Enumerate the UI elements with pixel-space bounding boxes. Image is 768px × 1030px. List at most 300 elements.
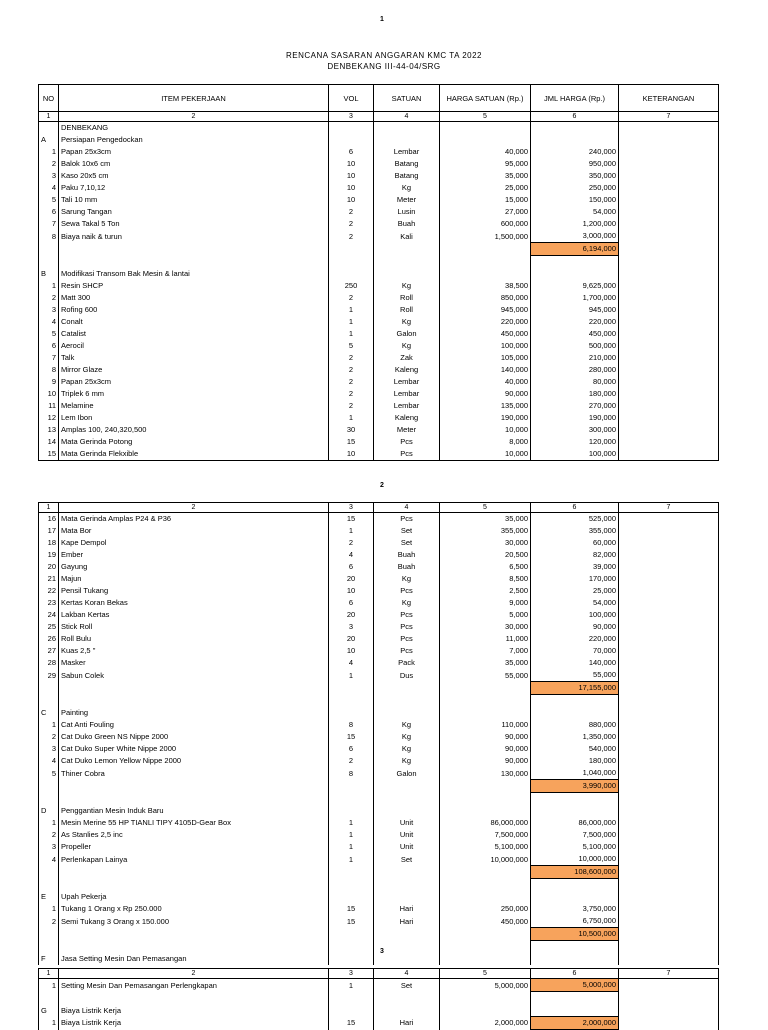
column-number: 2 — [59, 503, 329, 513]
unit — [374, 1004, 440, 1017]
item-name: Upah Pekerja — [59, 891, 329, 903]
row-number — [39, 992, 59, 1005]
column-number: 6 — [531, 112, 619, 122]
remarks — [619, 682, 719, 695]
row-number — [39, 866, 59, 879]
unit-price — [440, 1004, 531, 1017]
unit-price: 40,000 — [440, 146, 531, 158]
remarks — [619, 146, 719, 158]
item-name: Kaso 20x5 cm — [59, 170, 329, 182]
column-number: 4 — [374, 969, 440, 979]
remarks — [619, 1017, 719, 1030]
unit: Pcs — [374, 609, 440, 621]
item-name: Papan 25x3cm — [59, 146, 329, 158]
unit-price — [440, 879, 531, 892]
unit — [374, 682, 440, 695]
column-number: 5 — [440, 112, 531, 122]
remarks — [619, 364, 719, 376]
volume: 2 — [329, 755, 374, 767]
unit: Unit — [374, 841, 440, 853]
remarks — [619, 561, 719, 573]
item-name: Gayung — [59, 561, 329, 573]
unit: Buah — [374, 561, 440, 573]
row-number: 1 — [39, 903, 59, 915]
column-number: 1 — [39, 969, 59, 979]
section-row — [39, 891, 719, 903]
volume: 3 — [329, 621, 374, 633]
item-name: Resin SHCP — [59, 280, 329, 292]
volume: 2 — [329, 388, 374, 400]
unit-price: 9,000 — [440, 597, 531, 609]
unit-price: 250,000 — [440, 903, 531, 915]
item-name: Papan 25x3cm — [59, 376, 329, 388]
unit: Kg — [374, 573, 440, 585]
item-name — [59, 879, 329, 892]
total-price: 270,000 — [531, 400, 619, 412]
table-row — [39, 903, 719, 915]
row-number: 3 — [39, 841, 59, 853]
item-name — [59, 866, 329, 879]
unit-price: 90,000 — [440, 743, 531, 755]
table-row — [39, 793, 719, 806]
remarks — [619, 316, 719, 328]
remarks — [619, 609, 719, 621]
unit-price: 5,100,000 — [440, 841, 531, 853]
total-price — [531, 707, 619, 719]
row-number: 13 — [39, 424, 59, 436]
volume: 1 — [329, 669, 374, 682]
volume: 15 — [329, 903, 374, 915]
table-row — [39, 292, 719, 304]
item-name: Balok 10x6 cm — [59, 158, 329, 170]
remarks — [619, 158, 719, 170]
column-number: 2 — [59, 112, 329, 122]
item-name: Setting Mesin Dan Pemasangan Perlengkapan — [59, 979, 329, 992]
total-price: 170,000 — [531, 573, 619, 585]
volume — [329, 134, 374, 146]
unit: Pcs — [374, 621, 440, 633]
total-price: 180,000 — [531, 388, 619, 400]
volume — [329, 928, 374, 941]
unit — [374, 805, 440, 817]
row-number: 23 — [39, 597, 59, 609]
total-price — [531, 879, 619, 892]
remarks — [619, 707, 719, 719]
section-row — [39, 707, 719, 719]
unit-price: 30,000 — [440, 621, 531, 633]
item-name — [59, 928, 329, 941]
row-number: 12 — [39, 412, 59, 424]
column-number: 6 — [531, 969, 619, 979]
table-row — [39, 448, 719, 461]
remarks — [619, 719, 719, 731]
total-price: 6,750,000 — [531, 915, 619, 928]
remarks — [619, 424, 719, 436]
volume: 2 — [329, 376, 374, 388]
row-number: 21 — [39, 573, 59, 585]
volume: 15 — [329, 915, 374, 928]
unit-price — [440, 256, 531, 269]
total-price: 540,000 — [531, 743, 619, 755]
item-name: DENBEKANG — [59, 122, 329, 135]
table-row — [39, 621, 719, 633]
item-name: Biaya Listrik Kerja — [59, 1017, 329, 1030]
remarks — [619, 376, 719, 388]
volume: 15 — [329, 1017, 374, 1030]
unit-price: 15,000 — [440, 194, 531, 206]
unit: Galon — [374, 328, 440, 340]
row-number: 2 — [39, 915, 59, 928]
header-vol: VOL — [329, 85, 374, 112]
row-number: 4 — [39, 182, 59, 194]
table-row — [39, 573, 719, 585]
item-name: Melamine — [59, 400, 329, 412]
unit-price — [440, 928, 531, 941]
unit — [374, 268, 440, 280]
total-price: 9,625,000 — [531, 280, 619, 292]
unit: Buah — [374, 218, 440, 230]
unit: Lembar — [374, 400, 440, 412]
volume: 15 — [329, 513, 374, 526]
remarks — [619, 328, 719, 340]
volume — [329, 805, 374, 817]
row-number: 2 — [39, 158, 59, 170]
row-number: 1 — [39, 1017, 59, 1030]
total-price — [531, 268, 619, 280]
item-name: Jasa Setting Mesin Dan Pemasangan — [59, 953, 329, 965]
row-number: 1 — [39, 979, 59, 992]
unit-price: 10,000 — [440, 424, 531, 436]
unit: Kg — [374, 340, 440, 352]
remarks — [619, 206, 719, 218]
total-price: 140,000 — [531, 657, 619, 669]
total-price: 5,000,000 — [531, 979, 619, 992]
unit-price: 105,000 — [440, 352, 531, 364]
table-row — [39, 695, 719, 708]
table-row — [39, 352, 719, 364]
table-row — [39, 597, 719, 609]
total-price: 100,000 — [531, 609, 619, 621]
volume — [329, 122, 374, 135]
volume: 1 — [329, 853, 374, 866]
subtotal-row — [39, 682, 719, 695]
unit — [374, 928, 440, 941]
row-number: 6 — [39, 206, 59, 218]
table-row — [39, 743, 719, 755]
unit-price: 11,000 — [440, 633, 531, 645]
budget-table-page-2 — [38, 502, 719, 965]
total-price: 350,000 — [531, 170, 619, 182]
total-price: 55,000 — [531, 669, 619, 682]
table-header-row — [39, 85, 719, 112]
remarks — [619, 256, 719, 269]
volume: 8 — [329, 767, 374, 780]
unit-price: 7,000 — [440, 645, 531, 657]
unit: Unit — [374, 817, 440, 829]
volume — [329, 268, 374, 280]
unit: Pack — [374, 657, 440, 669]
unit-price: 450,000 — [440, 328, 531, 340]
unit-price: 110,000 — [440, 719, 531, 731]
column-number-row — [39, 112, 719, 122]
volume: 10 — [329, 645, 374, 657]
column-number: 3 — [329, 112, 374, 122]
unit: Pcs — [374, 585, 440, 597]
header-keterangan: KETERANGAN — [619, 85, 719, 112]
unit-price: 90,000 — [440, 731, 531, 743]
unit: Kg — [374, 719, 440, 731]
remarks — [619, 230, 719, 243]
column-number: 4 — [374, 112, 440, 122]
remarks — [619, 400, 719, 412]
row-number: A — [39, 134, 59, 146]
unit-price: 8,000 — [440, 436, 531, 448]
total-price — [531, 992, 619, 1005]
unit-price: 86,000,000 — [440, 817, 531, 829]
remarks — [619, 597, 719, 609]
row-number: 15 — [39, 448, 59, 461]
total-price: 180,000 — [531, 755, 619, 767]
table-row — [39, 170, 719, 182]
row-number: 11 — [39, 400, 59, 412]
column-number: 5 — [440, 969, 531, 979]
table-row — [39, 537, 719, 549]
total-price: 220,000 — [531, 633, 619, 645]
unit: Pcs — [374, 448, 440, 461]
unit-price — [440, 793, 531, 806]
row-number: 29 — [39, 669, 59, 682]
row-number: 3 — [39, 170, 59, 182]
unit-price: 850,000 — [440, 292, 531, 304]
remarks — [619, 829, 719, 841]
volume: 1 — [329, 817, 374, 829]
table-row — [39, 817, 719, 829]
section-row — [39, 1004, 719, 1017]
remarks — [619, 817, 719, 829]
volume: 15 — [329, 731, 374, 743]
total-price: 25,000 — [531, 585, 619, 597]
table-row — [39, 230, 719, 243]
column-number-row — [39, 503, 719, 513]
remarks — [619, 525, 719, 537]
total-price: 1,350,000 — [531, 731, 619, 743]
total-price — [531, 1004, 619, 1017]
remarks — [619, 194, 719, 206]
unit-price: 220,000 — [440, 316, 531, 328]
remarks — [619, 549, 719, 561]
unit — [374, 256, 440, 269]
row-number: 25 — [39, 621, 59, 633]
volume — [329, 243, 374, 256]
unit-price: 90,000 — [440, 755, 531, 767]
item-name: Sewa Takal 5 Ton — [59, 218, 329, 230]
total-price: 950,000 — [531, 158, 619, 170]
item-name: Mata Bor — [59, 525, 329, 537]
volume — [329, 1004, 374, 1017]
item-name — [59, 780, 329, 793]
table-row — [39, 280, 719, 292]
subtotal-amount: 108,600,000 — [531, 866, 619, 879]
table-row — [39, 915, 719, 928]
unit-price: 8,500 — [440, 573, 531, 585]
total-price: 3,000,000 — [531, 230, 619, 243]
row-number: 8 — [39, 230, 59, 243]
volume: 1 — [329, 304, 374, 316]
unit-price: 5,000 — [440, 609, 531, 621]
remarks — [619, 915, 719, 928]
unit-price — [440, 707, 531, 719]
title-line-1: RENCANA SASARAN ANGGARAN KMC TA 2022 — [286, 51, 482, 60]
volume — [329, 682, 374, 695]
item-name: Mata Gerinda Flekxible — [59, 448, 329, 461]
volume — [329, 793, 374, 806]
unit: Galon — [374, 767, 440, 780]
volume: 10 — [329, 170, 374, 182]
volume — [329, 695, 374, 708]
remarks — [619, 793, 719, 806]
row-number — [39, 928, 59, 941]
item-name: Roll Bulu — [59, 633, 329, 645]
row-number: 26 — [39, 633, 59, 645]
unit-price: 130,000 — [440, 767, 531, 780]
volume — [329, 992, 374, 1005]
total-price: 220,000 — [531, 316, 619, 328]
unit-price — [440, 682, 531, 695]
section-row — [39, 805, 719, 817]
document-title — [0, 50, 768, 72]
total-price — [531, 695, 619, 708]
remarks — [619, 657, 719, 669]
item-name: As Stanlies 2,5 inc — [59, 829, 329, 841]
unit: Batang — [374, 170, 440, 182]
unit: Set — [374, 537, 440, 549]
row-number: 8 — [39, 364, 59, 376]
unit: Lusin — [374, 206, 440, 218]
row-number: 14 — [39, 436, 59, 448]
volume — [329, 879, 374, 892]
total-price: 250,000 — [531, 182, 619, 194]
total-price: 86,000,000 — [531, 817, 619, 829]
remarks — [619, 695, 719, 708]
unit: Kg — [374, 743, 440, 755]
total-price: 54,000 — [531, 206, 619, 218]
item-name — [59, 793, 329, 806]
unit: Kg — [374, 280, 440, 292]
table-row — [39, 218, 719, 230]
volume — [329, 256, 374, 269]
unit: Buah — [374, 549, 440, 561]
volume: 5 — [329, 340, 374, 352]
remarks — [619, 1004, 719, 1017]
column-number: 1 — [39, 112, 59, 122]
volume: 4 — [329, 657, 374, 669]
volume: 2 — [329, 537, 374, 549]
row-number: 2 — [39, 731, 59, 743]
total-price — [531, 134, 619, 146]
table-row — [39, 657, 719, 669]
total-price: 82,000 — [531, 549, 619, 561]
remarks — [619, 780, 719, 793]
total-price: 60,000 — [531, 537, 619, 549]
table-row — [39, 549, 719, 561]
unit — [374, 707, 440, 719]
item-name: Biaya naik & turun — [59, 230, 329, 243]
unit: Pcs — [374, 633, 440, 645]
table-row — [39, 412, 719, 424]
unit: Dus — [374, 669, 440, 682]
item-name: Cat Anti Fouling — [59, 719, 329, 731]
row-number: 1 — [39, 280, 59, 292]
volume: 4 — [329, 549, 374, 561]
unit-price: 95,000 — [440, 158, 531, 170]
item-name — [59, 682, 329, 695]
table-row — [39, 122, 719, 135]
row-number — [39, 682, 59, 695]
column-number: 4 — [374, 503, 440, 513]
row-number: 3 — [39, 304, 59, 316]
table-row — [39, 182, 719, 194]
table-row — [39, 340, 719, 352]
table-row — [39, 633, 719, 645]
row-number: 10 — [39, 388, 59, 400]
total-price: 70,000 — [531, 645, 619, 657]
unit: Set — [374, 853, 440, 866]
unit: Pcs — [374, 645, 440, 657]
unit: Lembar — [374, 376, 440, 388]
unit-price: 35,000 — [440, 513, 531, 526]
table-row — [39, 376, 719, 388]
table-row — [39, 992, 719, 1005]
remarks — [619, 767, 719, 780]
header-no: NO — [39, 85, 59, 112]
table-row — [39, 436, 719, 448]
item-name: Pensil Tukang — [59, 585, 329, 597]
item-name: Perlenkapan Lainya — [59, 853, 329, 866]
row-number: F — [39, 953, 59, 965]
unit: Meter — [374, 194, 440, 206]
item-name: Propeller — [59, 841, 329, 853]
subtotal-row — [39, 243, 719, 256]
unit-price: 6,500 — [440, 561, 531, 573]
total-price: 280,000 — [531, 364, 619, 376]
table-row — [39, 841, 719, 853]
unit: Kaleng — [374, 364, 440, 376]
item-name: Modifikasi Transom Bak Mesin & lantai — [59, 268, 329, 280]
total-price: 1,040,000 — [531, 767, 619, 780]
unit: Set — [374, 979, 440, 992]
table-row — [39, 829, 719, 841]
remarks — [619, 645, 719, 657]
table-row — [39, 979, 719, 992]
table-row — [39, 513, 719, 526]
unit-price: 20,500 — [440, 549, 531, 561]
column-number: 7 — [619, 503, 719, 513]
volume: 10 — [329, 194, 374, 206]
row-number: 4 — [39, 316, 59, 328]
remarks — [619, 218, 719, 230]
remarks — [619, 352, 719, 364]
item-name: Masker — [59, 657, 329, 669]
unit-price: 5,000,000 — [440, 979, 531, 992]
total-price: 54,000 — [531, 597, 619, 609]
item-name — [59, 256, 329, 269]
item-name: Kuas 2,5 " — [59, 645, 329, 657]
unit-price — [440, 243, 531, 256]
volume — [329, 707, 374, 719]
subtotal-amount: 17,155,000 — [531, 682, 619, 695]
total-price: 240,000 — [531, 146, 619, 158]
remarks — [619, 513, 719, 526]
